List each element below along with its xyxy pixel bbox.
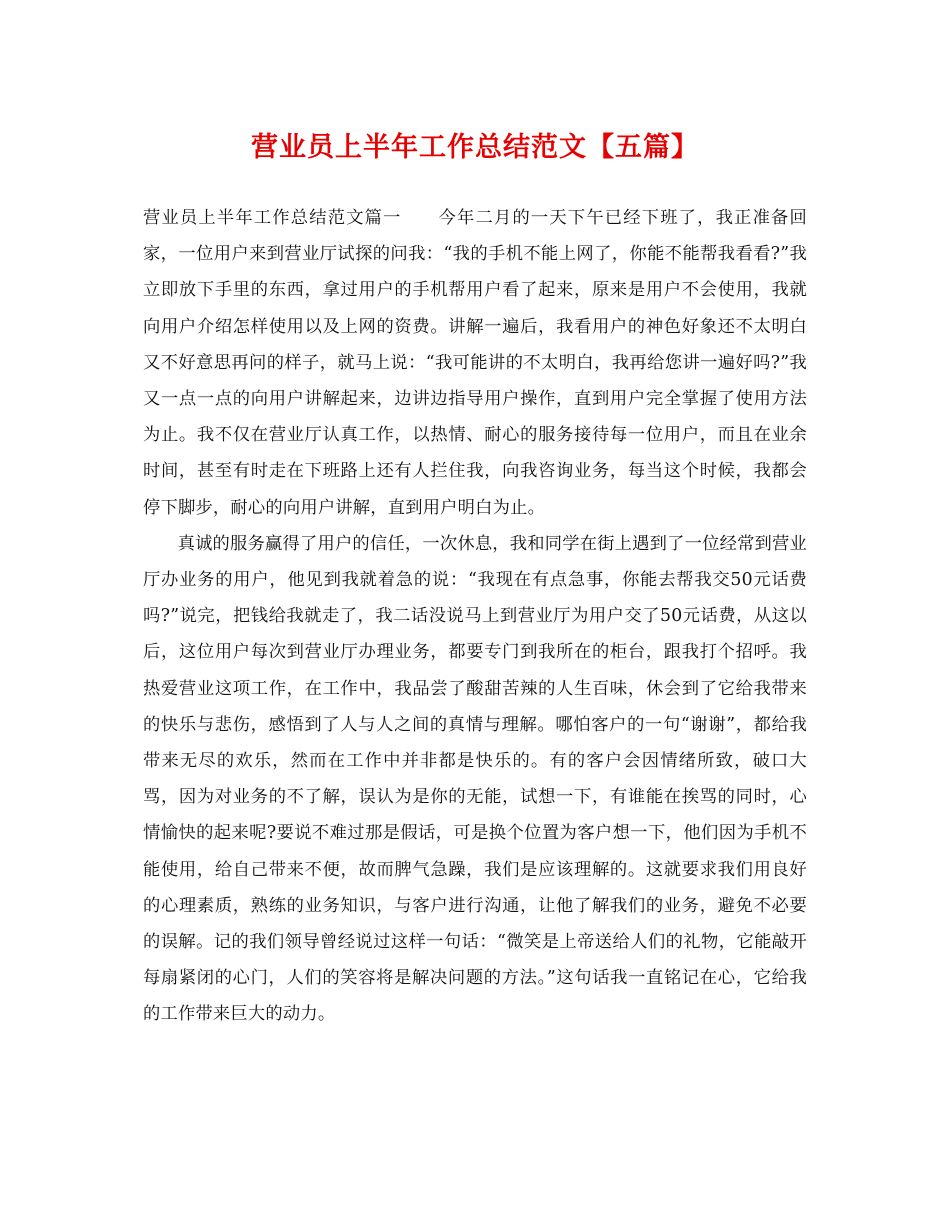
document-title: 营业员上半年工作总结范文【五篇】 xyxy=(251,132,699,163)
document-body xyxy=(143,200,807,1033)
paragraph-1: 营业员上半年工作总结范文篇一 今年二月的一天下午已经下班了，我正准备回家，一位用户来到营业厅试探的问我：“我的手机不能上网了，你能不能帮我看看?”我立即放下手里的东西，拿过用户的手机帮用户看了起来，原来是用户不会使用，我就向用户介绍怎样使用以及上网的资费。讲解一遍后，我看用户的神色好象还不太明白又不好意思再问的样子，就马上说：“我可能讲的不太明白，我再给您讲一遍好吗?”我又一点一点的向用户讲解起来，边讲边指导用户操作，直到用户完全掌握了使用方法为止。我不仅在营业厅认真工作，以热情、耐心的服务接待每一位用户，而且在业余时间，甚至有时走在下班路上还有人拦住我，向我咨询业务，每当这个时候，我都会停下脚步，耐心的向用户讲解，直到用户明白为止。 xyxy=(143,208,807,518)
paragraph-2: 真诚的服务赢得了用户的信任，一次休息，我和同学在街上遇到了一位经常到营业厅办业务的用户，他见到我就着急的说：“我现在有点急事，你能去帮我交50元话费吗?”说完，把钱给我就走了，我二话没说马上到营业厅为用户交了50元话费，从这以后，这位用户每次到营业厅办理业务，都要专门到我所在的柜台，跟我打个招呼。我热爱营业这项工作，在工作中，我品尝了酸甜苦辣的人生百味，休会到了它给我带来的快乐与悲伤，感悟到了人与人之间的真情与理解。哪怕客户的一句“谢谢”，都给我带来无尽的欢乐，然而在工作中并非都是快乐的。有的客户会因情绪所致，破口大骂，因为对业务的不了解，误认为是你的无能，试想一下，有谁能在挨骂的同时，心情愉快的起来呢?要说不难过那是假话，可是换个位置为客户想一下，他们因为手机不能使用，给自己带来不便，故而脾气急躁，我们是应该理解的。这就要求我们用良好的心理素质，熟练的业务知识，与客户进行沟通，让他了解我们的业务，避免不必要的误解。记的我们领导曾经说过这样一句话：“微笑是上帝送给人们的礼物，它能敲开每扇紧闭的心门，人们的笑容将是解决问题的方法。”这句话我一直铭记在心，它给我的工作带来巨大的动力。 xyxy=(143,533,807,1025)
